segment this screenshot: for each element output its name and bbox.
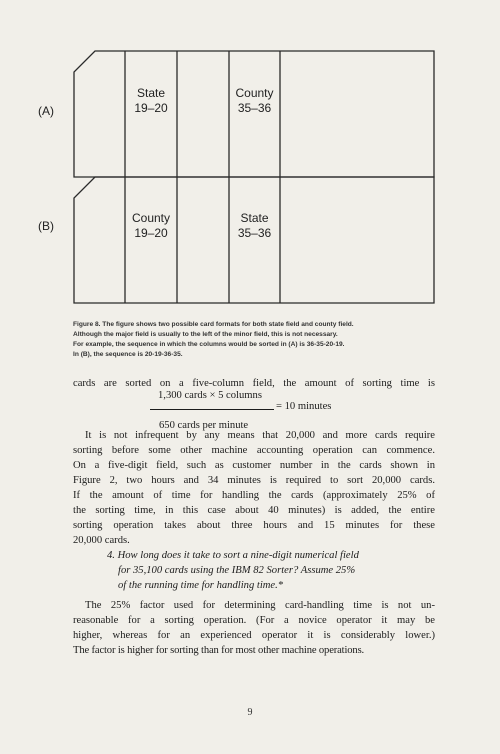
card-a-field-1 (125, 86, 177, 116)
card-a-field-2-columns: 35–36 (237, 101, 272, 115)
text-line: The 25% factor used for determining card-handling time is not un- (85, 600, 435, 611)
question-4 (107, 548, 435, 593)
card-a-field-1-name: State (136, 86, 166, 100)
text-line: reasonable for a sorting operation. (For a novice operator it may be (73, 615, 435, 626)
card-a-field-2-name: County (235, 86, 274, 100)
equation-denominator: 650 cards per minute (159, 420, 249, 431)
figure-caption (73, 320, 435, 360)
text-line: cards are sorted on a five-column field, the amount of sorting time is (73, 378, 435, 389)
question-line: 4. How long does it take to sort a nine-digit numerical field (107, 550, 359, 561)
paragraph-3 (73, 598, 435, 658)
card-b-field-1-name: County (131, 211, 171, 225)
card-b-field-2-columns: 35–36 (237, 226, 272, 240)
paragraph-1 (73, 376, 435, 391)
text-line: sorting before some other machine accounting operation can commence. (73, 445, 435, 456)
question-line: of the running time for handling time.* (118, 580, 284, 591)
card-a-field-1-columns: 19–20 (134, 101, 168, 115)
caption-line: Although the major field is usually to the left of the minor field, this is not necessary. (73, 331, 338, 338)
card-a-label: (A) (38, 104, 54, 118)
equation-numerator: 1,300 cards × 5 columns (158, 390, 262, 401)
card-b-field-1 (125, 211, 177, 241)
text-line: the sorting time, in this case about 40 minutes) is added, the entire (73, 505, 435, 516)
card-b-field-2-name: State (240, 211, 269, 225)
text-line: It is not infrequent by any means that 20,000 and more cards require (85, 430, 435, 441)
card-a-field-2 (229, 86, 280, 116)
text-line: On a five-digit field, such as customer number in the cards shown in (73, 460, 435, 471)
equation-result: = 10 minutes (276, 401, 332, 412)
text-line: sorting operation takes about three hours and 15 minutes for these (73, 520, 435, 531)
page-number: 9 (247, 707, 253, 718)
text-line: If the amount of time for handling the cards (approximately 25% of (73, 490, 435, 501)
text-line: higher, whereas for an experienced operator it is considerably lower.) (73, 630, 435, 641)
card-b-label: (B) (38, 219, 54, 233)
text-line: 20,000 cards. (73, 535, 130, 546)
paragraph-2 (73, 428, 435, 548)
equation-fraction-bar (150, 409, 274, 410)
question-line: for 35,100 cards using the IBM 82 Sorter? Assume 25% (118, 565, 356, 576)
text-line: The factor is higher for sorting than for most other machine operations. (73, 645, 365, 656)
text-line: Figure 2, two hours and 34 minutes is required to sort 20,000 cards. (73, 475, 435, 486)
caption-line: Figure 8. The figure shows two possible card formats for both state field and county field. (73, 321, 354, 328)
caption-line: For example, the sequence in which the columns would be sorted in (A) is 36-35-20-19. (73, 341, 345, 348)
card-b-field-1-columns: 19–20 (134, 226, 168, 240)
card-b-field-2 (229, 211, 280, 241)
caption-line: In (B), the sequence is 20-19-36-35. (73, 351, 183, 358)
